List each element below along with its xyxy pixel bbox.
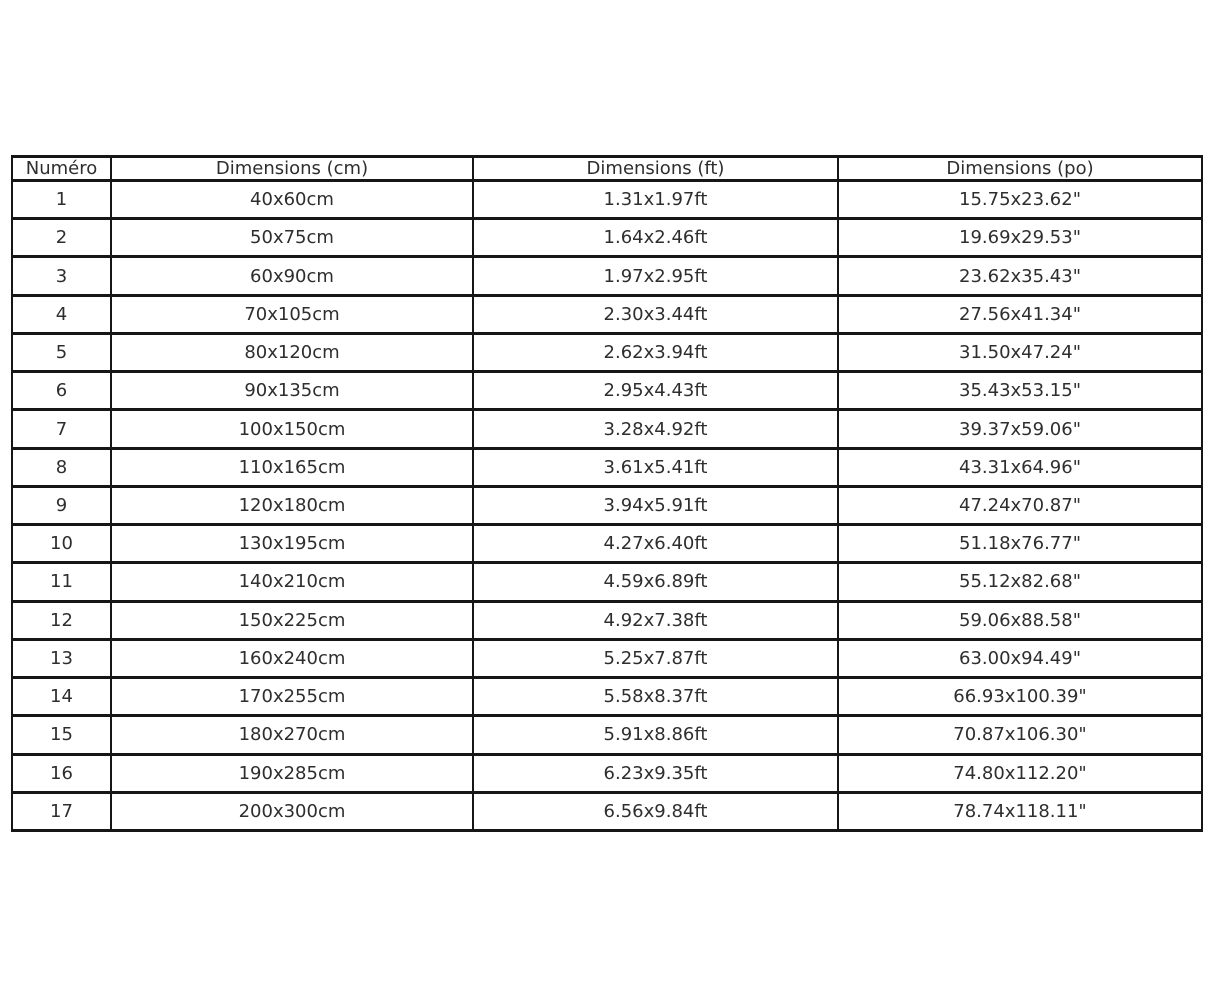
cell-cm: 190x285cm bbox=[111, 754, 473, 792]
cell-po: 74.80x112.20" bbox=[838, 754, 1202, 792]
cell-ft: 4.27x6.40ft bbox=[473, 525, 838, 563]
column-header-ft: Dimensions (ft) bbox=[473, 157, 838, 181]
cell-cm: 70x105cm bbox=[111, 295, 473, 333]
cell-numero: 6 bbox=[12, 372, 111, 410]
cell-po: 35.43x53.15" bbox=[838, 372, 1202, 410]
cell-cm: 180x270cm bbox=[111, 716, 473, 754]
table-row bbox=[12, 792, 1202, 830]
cell-po: 66.93x100.39" bbox=[838, 678, 1202, 716]
cell-po: 47.24x70.87" bbox=[838, 486, 1202, 524]
cell-ft: 3.94x5.91ft bbox=[473, 486, 838, 524]
cell-numero: 13 bbox=[12, 639, 111, 677]
cell-po: 31.50x47.24" bbox=[838, 333, 1202, 371]
cell-ft: 6.23x9.35ft bbox=[473, 754, 838, 792]
table-row bbox=[12, 372, 1202, 410]
cell-ft: 1.31x1.97ft bbox=[473, 181, 838, 219]
cell-po: 43.31x64.96" bbox=[838, 448, 1202, 486]
cell-ft: 4.92x7.38ft bbox=[473, 601, 838, 639]
cell-cm: 90x135cm bbox=[111, 372, 473, 410]
cell-numero: 14 bbox=[12, 678, 111, 716]
column-header-numero: Numéro bbox=[12, 157, 111, 181]
cell-numero: 17 bbox=[12, 792, 111, 830]
cell-cm: 60x90cm bbox=[111, 257, 473, 295]
cell-po: 59.06x88.58" bbox=[838, 601, 1202, 639]
table-row bbox=[12, 219, 1202, 257]
cell-numero: 12 bbox=[12, 601, 111, 639]
cell-ft: 2.30x3.44ft bbox=[473, 295, 838, 333]
table-row bbox=[12, 716, 1202, 754]
table-row bbox=[12, 486, 1202, 524]
column-header-cm: Dimensions (cm) bbox=[111, 157, 473, 181]
cell-cm: 120x180cm bbox=[111, 486, 473, 524]
cell-po: 39.37x59.06" bbox=[838, 410, 1202, 448]
cell-po: 51.18x76.77" bbox=[838, 525, 1202, 563]
cell-cm: 130x195cm bbox=[111, 525, 473, 563]
cell-numero: 16 bbox=[12, 754, 111, 792]
cell-ft: 3.61x5.41ft bbox=[473, 448, 838, 486]
cell-numero: 4 bbox=[12, 295, 111, 333]
cell-po: 19.69x29.53" bbox=[838, 219, 1202, 257]
cell-ft: 2.95x4.43ft bbox=[473, 372, 838, 410]
cell-po: 78.74x118.11" bbox=[838, 792, 1202, 830]
table-row bbox=[12, 448, 1202, 486]
cell-ft: 4.59x6.89ft bbox=[473, 563, 838, 601]
table-body bbox=[12, 181, 1202, 831]
cell-numero: 2 bbox=[12, 219, 111, 257]
cell-ft: 6.56x9.84ft bbox=[473, 792, 838, 830]
table-row bbox=[12, 563, 1202, 601]
cell-numero: 8 bbox=[12, 448, 111, 486]
header-row bbox=[12, 157, 1202, 181]
cell-cm: 170x255cm bbox=[111, 678, 473, 716]
table-row bbox=[12, 333, 1202, 371]
dimensions-table bbox=[11, 155, 1203, 832]
cell-po: 55.12x82.68" bbox=[838, 563, 1202, 601]
column-header-po: Dimensions (po) bbox=[838, 157, 1202, 181]
cell-numero: 1 bbox=[12, 181, 111, 219]
cell-ft: 5.91x8.86ft bbox=[473, 716, 838, 754]
table-row bbox=[12, 678, 1202, 716]
cell-po: 23.62x35.43" bbox=[838, 257, 1202, 295]
table-row bbox=[12, 295, 1202, 333]
cell-ft: 3.28x4.92ft bbox=[473, 410, 838, 448]
cell-cm: 50x75cm bbox=[111, 219, 473, 257]
cell-numero: 7 bbox=[12, 410, 111, 448]
cell-po: 70.87x106.30" bbox=[838, 716, 1202, 754]
cell-numero: 11 bbox=[12, 563, 111, 601]
cell-cm: 110x165cm bbox=[111, 448, 473, 486]
cell-numero: 3 bbox=[12, 257, 111, 295]
cell-cm: 100x150cm bbox=[111, 410, 473, 448]
table-row bbox=[12, 525, 1202, 563]
table-row bbox=[12, 754, 1202, 792]
cell-ft: 2.62x3.94ft bbox=[473, 333, 838, 371]
cell-cm: 160x240cm bbox=[111, 639, 473, 677]
cell-numero: 5 bbox=[12, 333, 111, 371]
table-row bbox=[12, 601, 1202, 639]
cell-ft: 5.58x8.37ft bbox=[473, 678, 838, 716]
table-row bbox=[12, 410, 1202, 448]
cell-ft: 5.25x7.87ft bbox=[473, 639, 838, 677]
table-row bbox=[12, 257, 1202, 295]
cell-cm: 150x225cm bbox=[111, 601, 473, 639]
cell-po: 27.56x41.34" bbox=[838, 295, 1202, 333]
cell-numero: 10 bbox=[12, 525, 111, 563]
table-row bbox=[12, 639, 1202, 677]
cell-cm: 140x210cm bbox=[111, 563, 473, 601]
cell-po: 15.75x23.62" bbox=[838, 181, 1202, 219]
cell-cm: 40x60cm bbox=[111, 181, 473, 219]
table-header bbox=[12, 157, 1202, 181]
cell-numero: 15 bbox=[12, 716, 111, 754]
cell-cm: 200x300cm bbox=[111, 792, 473, 830]
table-row bbox=[12, 181, 1202, 219]
cell-numero: 9 bbox=[12, 486, 111, 524]
cell-po: 63.00x94.49" bbox=[838, 639, 1202, 677]
cell-ft: 1.97x2.95ft bbox=[473, 257, 838, 295]
cell-ft: 1.64x2.46ft bbox=[473, 219, 838, 257]
cell-cm: 80x120cm bbox=[111, 333, 473, 371]
